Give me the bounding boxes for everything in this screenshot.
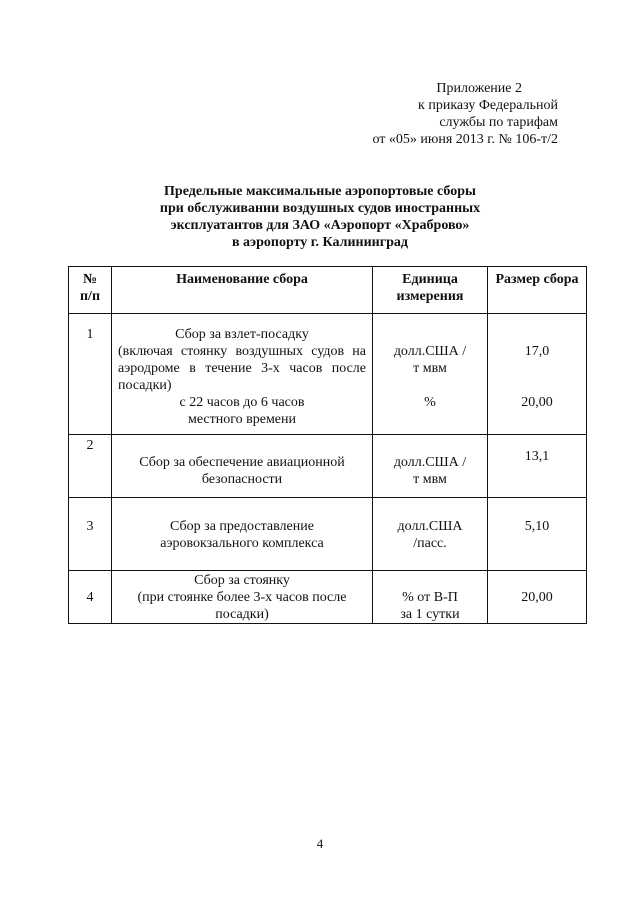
row-unit xyxy=(373,498,488,571)
header-name: Наименование сбора xyxy=(112,267,373,314)
row-name-line-2: аэровокзального комплекса xyxy=(160,536,324,551)
row-unit xyxy=(373,314,488,435)
row-name xyxy=(112,314,373,435)
row-unit-line-1: долл.США xyxy=(397,519,463,534)
header-num-line-1: № xyxy=(82,272,98,287)
row-name-line-1: Сбор за обеспечение авиационной xyxy=(139,455,345,470)
row-size xyxy=(488,498,587,571)
row-num xyxy=(69,571,112,624)
row-size-text: 5,10 xyxy=(524,519,550,534)
header-num-line-2: п/п xyxy=(79,289,101,304)
row-size-text: 20,00 xyxy=(521,590,553,605)
table-row xyxy=(69,498,587,571)
row-size xyxy=(488,314,587,435)
table-row xyxy=(69,314,587,435)
row-unit-line-3: % xyxy=(424,395,436,410)
row-unit-line-1: долл.США / xyxy=(393,455,467,470)
row-size-text: 13,1 xyxy=(524,449,550,464)
page-number: 4 xyxy=(316,836,324,851)
table-row xyxy=(69,435,587,498)
row-unit-line-2: за 1 сутки xyxy=(400,607,460,622)
title-line-1: Предельные максимальные аэропортовые сборы xyxy=(164,184,476,199)
row-size-line-1: 17,0 xyxy=(524,344,550,359)
header-num xyxy=(69,267,112,314)
row-name-line-3: с 22 часов до 6 часов xyxy=(179,395,305,410)
row-unit-line-1: % от В-П xyxy=(402,590,458,605)
row-unit-line-1: долл.США / xyxy=(393,344,467,359)
row-name xyxy=(112,498,373,571)
fees-table xyxy=(68,266,587,624)
row-name-line-1: Сбор за стоянку xyxy=(194,573,290,588)
table-row xyxy=(69,571,587,624)
title-line-2: при обслуживании воздушных судов иностранных xyxy=(159,201,481,216)
appendix-line-2: к приказу Федеральной xyxy=(418,98,558,113)
header-size: Размер сбора xyxy=(488,267,587,314)
row-name xyxy=(112,435,373,498)
row-unit-line-2: /пасс. xyxy=(413,536,447,551)
row-name-line-2: безопасности xyxy=(201,472,283,487)
row-num xyxy=(69,435,112,498)
title-line-3: эксплуатантов для ЗАО «Аэропорт «Храброво» xyxy=(170,218,470,233)
row-num-text: 2 xyxy=(86,438,94,453)
row-unit-line-2: т мвм xyxy=(413,361,447,376)
header-unit-line-1: Единица xyxy=(402,272,458,287)
table-header-row xyxy=(69,267,587,314)
row-name-line-4: местного времени xyxy=(187,412,297,427)
document-title xyxy=(60,183,580,251)
row-name-line-1: Сбор за предоставление xyxy=(170,519,314,534)
header-unit xyxy=(373,267,488,314)
title-line-4: в аэропорту г. Калининград xyxy=(232,235,408,250)
appendix-line-4: от «05» июня 2013 г. № 106-т/2 xyxy=(372,132,558,147)
row-name-line-3: посадки) xyxy=(215,607,269,622)
row-size xyxy=(488,571,587,624)
appendix-header xyxy=(318,80,558,148)
appendix-line-3: службы по тарифам xyxy=(439,115,558,130)
header-unit-line-2: измерения xyxy=(396,289,464,304)
row-size xyxy=(488,435,587,498)
row-num-text: 4 xyxy=(86,590,94,605)
row-num xyxy=(69,498,112,571)
row-unit xyxy=(373,571,488,624)
row-unit-line-2: т мвм xyxy=(413,472,447,487)
row-unit xyxy=(373,435,488,498)
row-num xyxy=(69,314,112,435)
appendix-line-1: Приложение 2 xyxy=(436,81,522,96)
row-name-line-1: Сбор за взлет-посадку xyxy=(175,327,309,342)
row-size-line-2: 20,00 xyxy=(521,395,553,410)
row-name-line-2: (включая стоянку воздушных судов на аэродроме в течение 3-х часов после посадки) xyxy=(118,344,366,393)
row-name xyxy=(112,571,373,624)
row-name-line-2: (при стоянке более 3-х часов после xyxy=(137,590,347,605)
row-num-text: 1 xyxy=(86,327,94,342)
row-num-text: 3 xyxy=(86,519,94,534)
